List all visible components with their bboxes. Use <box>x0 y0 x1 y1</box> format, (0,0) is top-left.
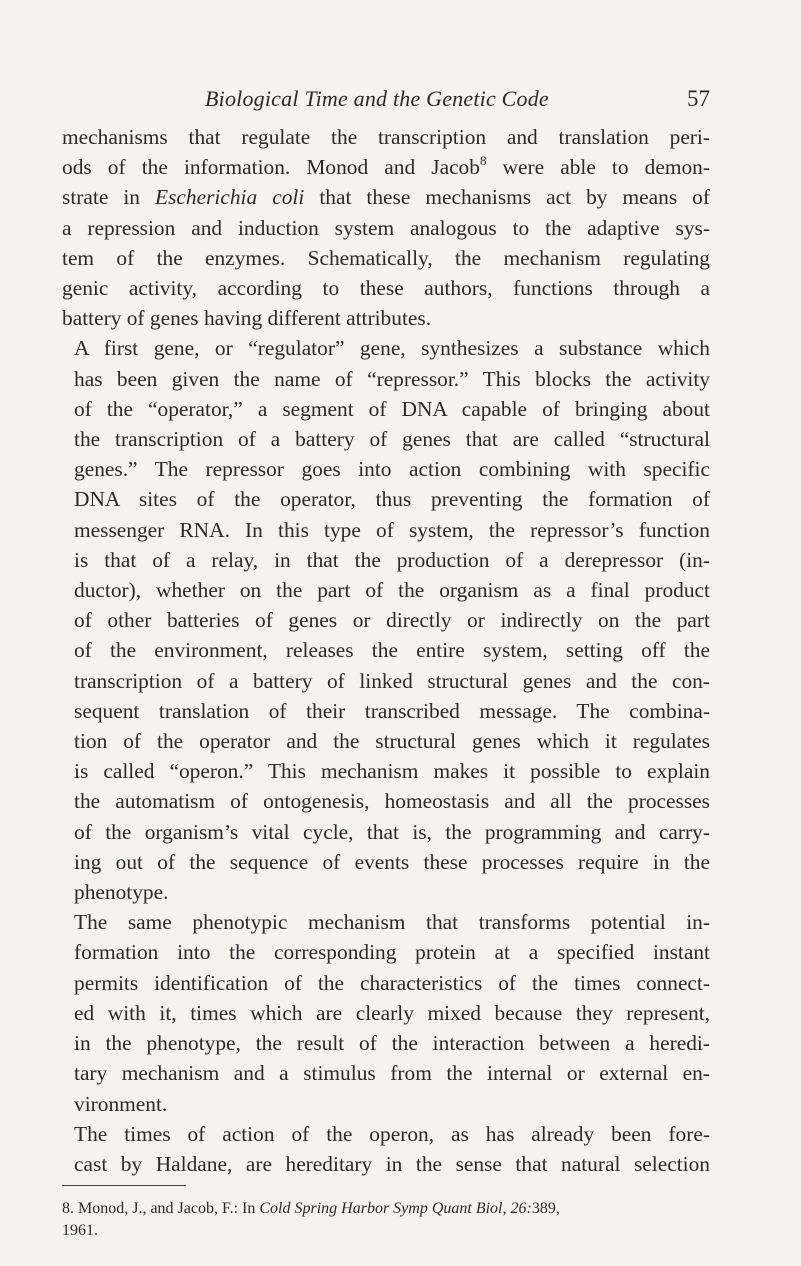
footnote-line: 8. Monod, J., and Jacob, F.: In Cold Spring Harbor Symp Quant Biol, 26:389, <box>62 1200 560 1218</box>
text-line: genic activity, according to these authors, functions through a <box>62 276 710 301</box>
text-line: ods of the information. Monod and Jacob$^8$ were able to demon- <box>62 153 710 180</box>
text-line: tem of the enzymes. Schematically, the mechanism regulating <box>62 245 710 270</box>
text-line: the automatism of ontogenesis, homeostasis and all the processes <box>74 789 710 814</box>
text-line: is that of a relay, in that the production of a derepressor (in- <box>74 547 710 572</box>
species-name: Escherichia coli <box>155 185 305 210</box>
text-line: battery of genes having different attributes. <box>62 306 432 331</box>
paragraph-3 <box>62 907 710 1118</box>
text-line: ductor), whether on the part of the organism as a final product <box>74 578 710 603</box>
book-page <box>62 80 710 1242</box>
footnote-divider <box>62 1185 186 1186</box>
paragraph-1 <box>62 122 710 333</box>
text-line: ing out of the sequence of events these processes require in the <box>74 849 710 874</box>
text-line: a repression and induction system analogous to the adaptive sys- <box>62 215 710 240</box>
text-line: cast by Haldane, are hereditary in the sense that natural selection <box>74 1151 710 1176</box>
page-number: 57 <box>687 86 710 111</box>
text-line: The same phenotypic mechanism that transforms potential in- <box>74 910 710 935</box>
text-line: The times of action of the operon, as has already been fore- <box>74 1121 710 1146</box>
text-line: of the “operator,” a segment of DNA capable of bringing about <box>74 396 710 421</box>
text-line: the transcription of a battery of genes that are called “structural <box>74 427 710 452</box>
text-line: tion of the operator and the structural genes which it regulates <box>74 729 710 754</box>
text-line: tary mechanism and a stimulus from the internal or external en- <box>74 1061 710 1086</box>
page-header <box>62 80 710 120</box>
text-line: of the environment, releases the entire system, setting off the <box>74 638 710 663</box>
footnote-number: 8. <box>62 1200 74 1218</box>
paragraph-4 <box>62 1119 710 1179</box>
text-line: strate in Escherichia coli that these mechanisms act by means of <box>62 185 710 210</box>
text-line: mechanisms that regulate the transcription and translation peri- <box>62 125 710 149</box>
text-line: vironment. <box>74 1091 168 1116</box>
running-title: Biological Time and the Genetic Code <box>205 86 549 111</box>
text-line: transcription of a battery of linked structural genes and the con- <box>74 668 710 693</box>
journal-title: Cold Spring Harbor Symp Quant Biol, 26: <box>259 1200 532 1218</box>
paragraph-2 <box>62 333 710 907</box>
text-line: DNA sites of the operator, thus preventing the formation of <box>74 487 710 512</box>
text-line: of the organism’s vital cycle, that is, the programming and carry- <box>74 819 710 844</box>
footnote-line: 1961. <box>62 1222 98 1240</box>
text-line: A first gene, or “regulator” gene, synthesizes a substance which <box>74 336 710 361</box>
text-line: phenotype. <box>74 880 169 905</box>
text-line: is called “operon.” This mechanism makes it possible to explain <box>74 759 710 784</box>
text-line: ed with it, times which are clearly mixed because they represent, <box>74 1000 710 1025</box>
body-text <box>62 122 710 1179</box>
footnote <box>62 1198 710 1242</box>
text-line: has been given the name of “repressor.” This blocks the activity <box>74 366 710 391</box>
text-line: messenger RNA. In this type of system, the repressor’s function <box>74 517 710 542</box>
text-line: formation into the corresponding protein at a specified instant <box>74 940 710 965</box>
text-line: of other batteries of genes or directly or indirectly on the part <box>74 608 710 633</box>
text-line: in the phenotype, the result of the interaction between a heredi- <box>74 1031 710 1056</box>
footnote-ref: 8 <box>479 153 487 169</box>
text-line: sequent translation of their transcribed message. The combina- <box>74 698 710 723</box>
text-line: genes.” The repressor goes into action combining with specific <box>74 457 710 482</box>
text-line: permits identification of the characteristics of the times connect- <box>74 970 710 995</box>
